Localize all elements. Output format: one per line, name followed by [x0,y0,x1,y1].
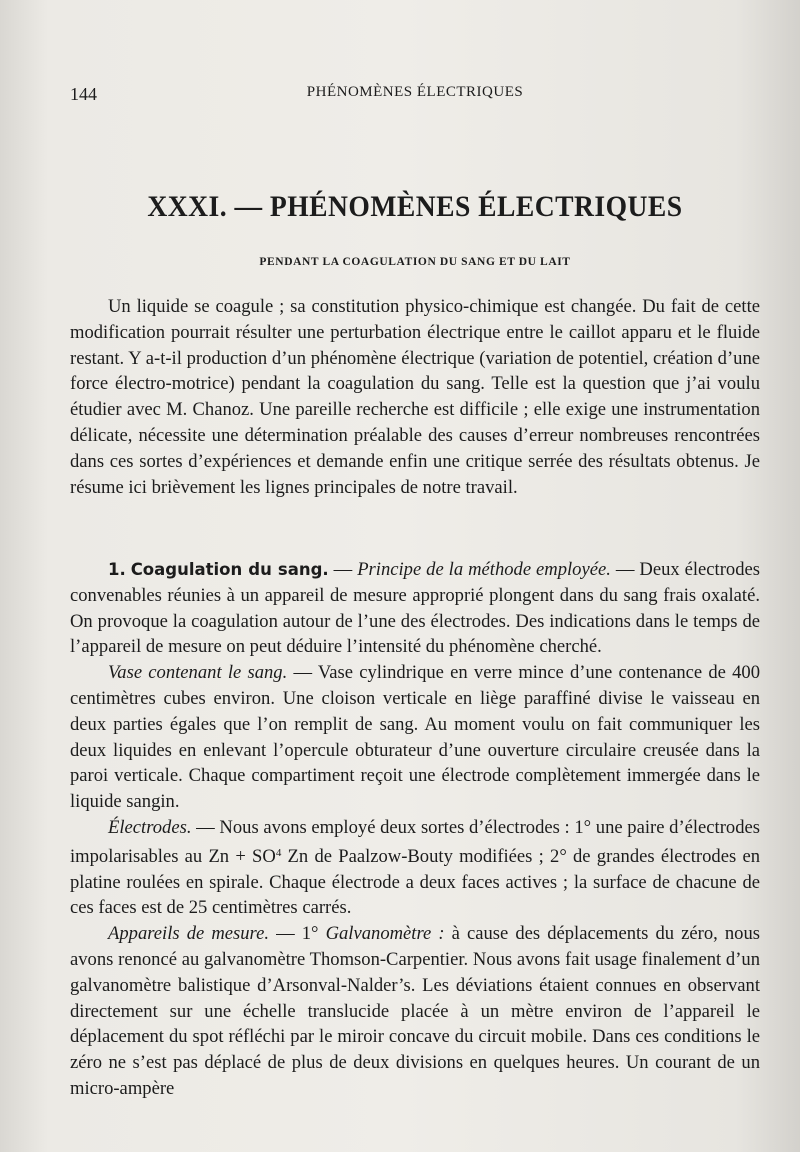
electrodes-text-a: — Nous avons employé deux sortes d’électrodes : 1° une paire d’électrodes impolarisables au Zn + SO [70,816,760,867]
sulfate-superscript: 4 [275,846,282,859]
intro-block [70,294,760,500]
section-coagulation-du-sang [70,557,760,1102]
appareils-heading: Appareils de mesure. [108,923,269,945]
section-paragraph [70,557,760,660]
running-title: PHÉNOMÈNES ÉLECTRIQUES [306,84,524,100]
running-head [70,84,760,106]
section-subtitle: Principe de la méthode employée. [357,559,611,580]
electrodes-heading: Électrodes. [108,816,192,838]
page-number: 144 [70,84,97,104]
vase-text: — Vase cylindrique en verre mince d’une contenance de 400 centimètres cubes environ. Une cloison verticale en liège paraffiné divise le vaisseau en deux parties égales que l’on remplit de sang. Au moment voulu on fait communiquer les deux liquides en enlevant l’opercule obturateur d’une ouverture circulaire creusée dans la paroi verticale. Chaque compartiment reçoit une électrode complètement immergée dans le liquide sangin. [70,662,761,813]
vase-paragraph [70,660,760,815]
electrodes-paragraph [70,815,760,921]
section-title: Coagulation du sang. [130,560,329,579]
galvanometre-subheading: Galvanomètre : [325,923,445,945]
appareils-paragraph [70,921,760,1102]
section-text: Deux électrodes convenables réunies à un appareil de mesure approprié plongent dans du sang frais oxalaté. On provoque la coagulation autour de l’une des électrodes. Des indications dans le temps de l’appareil de mesure on peut déduire l’intensité du phénomène cherché. [70,559,760,658]
section-number: 1. [108,560,126,579]
electrodes-text-b: Zn de Paalzow-Bouty modifiées ; 2° de grandes électrodes en platine roulées en spirale. Chaque électrode a deux faces actives ; la surface de chacune de ces faces est de 25 centimètres carrés. [70,845,760,919]
appareils-text-b: à cause des déplacements du zéro, nous avons renoncé au galvanomètre Thomson-Carpentier. Nous avons fait usage finalement d’un galvanomètre balistique d’Arsonval-Nalder’s. Les déviations étaient connues en observant directement sur une échelle translucide placée à un mètre environ de l’appareil le déplacement du spot réfléchi par le miroir concave du circuit mobile. Dans ces conditions le zéro ne s’est pas déplacé de plus de deux divisions en quelques heures. Un courant de un micro-ampère [70,923,761,1099]
appareils-text-a: — 1° [269,923,326,945]
section-dash: — [328,559,358,580]
chapter-title: XXXI. — PHÉNOMÈNES ÉLECTRIQUES [147,190,683,223]
section-dash-2: — [610,559,640,580]
intro-paragraph: Un liquide se coagule ; sa constitution physico-chimique est changée. Du fait de cette modification pourrait résulter une perturbation électrique entre le caillot apparu et le fluide restant. Y a-t-il production d’un phénomène électrique (variation de potentiel, création d’une force électro-motrice) pendant la coagulation du sang. Telle est la question que j’ai voulu étudier avec M. Chanoz. Une pareille recherche est difficile ; elle exige une instrumentation délicate, nécessite une détermination préalable des causes d’erreur nombreuses rencontrées dans ces sortes d’expériences et demande enfin une critique serrée des résultats obtenus. Je résume ici brièvement les lignes principales de notre travail. [70,296,760,498]
chapter-subtitle: PENDANT LA COAGULATION DU SANG ET DU LAIT [259,256,571,268]
vase-heading: Vase contenant le sang. [108,662,288,684]
